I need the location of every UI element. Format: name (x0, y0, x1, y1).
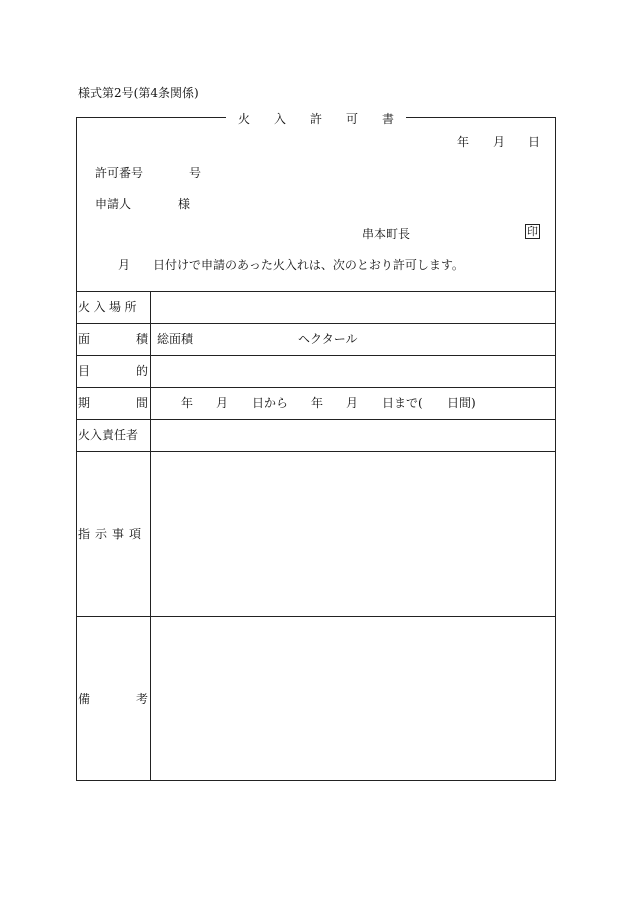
form-number: 様式第2号(第4条関係) (78, 86, 199, 100)
period-month-until: 月 (346, 396, 359, 410)
period-year-from: 年 (181, 396, 194, 410)
area-label-char: 積 (135, 332, 148, 346)
period-month-from: 月 (216, 396, 229, 410)
row-divider (76, 355, 556, 356)
area-label (78, 332, 148, 346)
header-month: 月 (493, 135, 506, 149)
instructions-label: 指示事項 (78, 527, 147, 541)
purpose-label-char: 的 (135, 364, 148, 378)
statement-month: 月 (118, 258, 131, 272)
area-label-char: 面 (78, 332, 91, 346)
period-label (78, 396, 148, 410)
row-divider (76, 451, 556, 452)
purpose-label-char: 目 (78, 364, 91, 378)
column-divider (150, 291, 151, 781)
row-divider (76, 323, 556, 324)
responsible-label: 火入責任者 (78, 428, 139, 442)
permit-number-suffix: 号 (189, 166, 202, 180)
period-day-until: 日まで( (382, 396, 423, 410)
remarks-label-char: 考 (135, 692, 148, 706)
permit-frame (76, 117, 556, 781)
permit-number-label: 許可番号 (95, 166, 144, 180)
row-divider (76, 387, 556, 388)
issuer-name: 串本町長 (362, 227, 411, 241)
period-label-char: 期 (78, 396, 91, 410)
seal-box: 印 (527, 225, 538, 238)
remarks-label (78, 692, 148, 706)
applicant-honorific: 様 (178, 197, 191, 211)
applicant-label: 申請人 (95, 197, 132, 211)
header-year: 年 (457, 135, 470, 149)
header-day: 日 (528, 135, 541, 149)
location-label: 火入場所 (78, 300, 141, 314)
period-days: 日間) (447, 396, 476, 410)
area-unit: ヘクタール (298, 332, 358, 346)
period-label-char: 間 (135, 396, 148, 410)
row-divider (76, 616, 556, 617)
remarks-label-char: 備 (78, 692, 91, 706)
row-divider (76, 291, 556, 292)
row-divider (76, 419, 556, 420)
period-day-from: 日から (252, 396, 289, 410)
statement-text: 日付けで申請のあった火入れは、次のとおり許可します。 (153, 258, 464, 272)
title-box (226, 108, 418, 126)
purpose-label (78, 364, 148, 378)
total-area-label: 総面積 (157, 332, 194, 346)
period-year-until: 年 (311, 396, 324, 410)
permit-title: 火入許可書 (237, 112, 418, 126)
